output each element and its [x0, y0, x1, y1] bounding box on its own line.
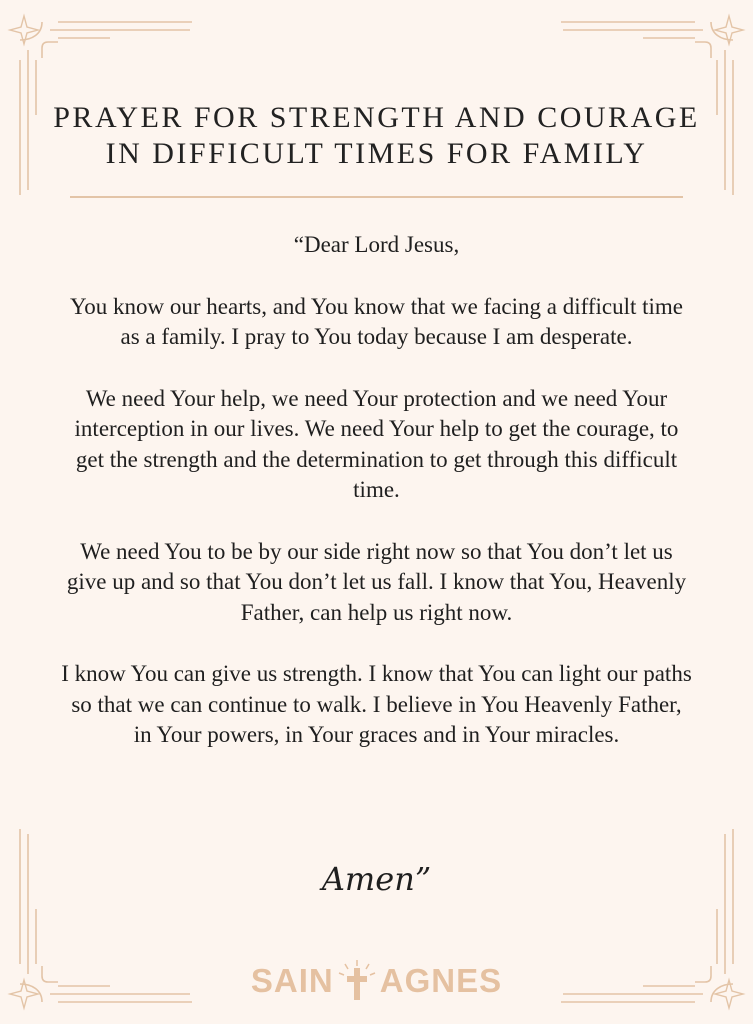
prayer-body: [60, 230, 693, 782]
cross-icon: [334, 958, 380, 1002]
prayer-paragraph: You know our hearts, and You know that we facing a difficult time as a family. I pray to You today because I am desperate.: [69, 293, 684, 349]
title-line-2: IN DIFFICULT TIMES FOR FAMILY: [105, 137, 648, 170]
logo-text-left: SAIN: [250, 962, 334, 999]
title-divider: [70, 196, 683, 198]
prayer-paragraph: I know You can give us strength. I know that You can light our paths so that we can continue to walk. I believe in You Heavenly Father, in Your powers, in Your graces and in Your miracles.: [61, 661, 692, 747]
page-title: [0, 100, 753, 172]
title-line-1: PRAYER FOR STRENGTH AND COURAGE: [53, 101, 700, 134]
prayer-paragraph: We need Your help, we need Your protection and we need Your interception in our lives. We need Your help to get the courage, to get the strength and the determination to get through this difficult time.: [74, 385, 679, 502]
prayer-closing: Amen”: [321, 860, 432, 898]
prayer-paragraph: We need You to be by our side right now so that You don’t let us give up and so that You don’t let us fall. I know that You, Heavenly Father, can help us right now.: [66, 538, 687, 625]
prayer-greeting: “Dear Lord Jesus,: [293, 232, 460, 257]
logo-text-right: AGNES: [379, 962, 503, 999]
site-logo: [0, 958, 753, 1002]
